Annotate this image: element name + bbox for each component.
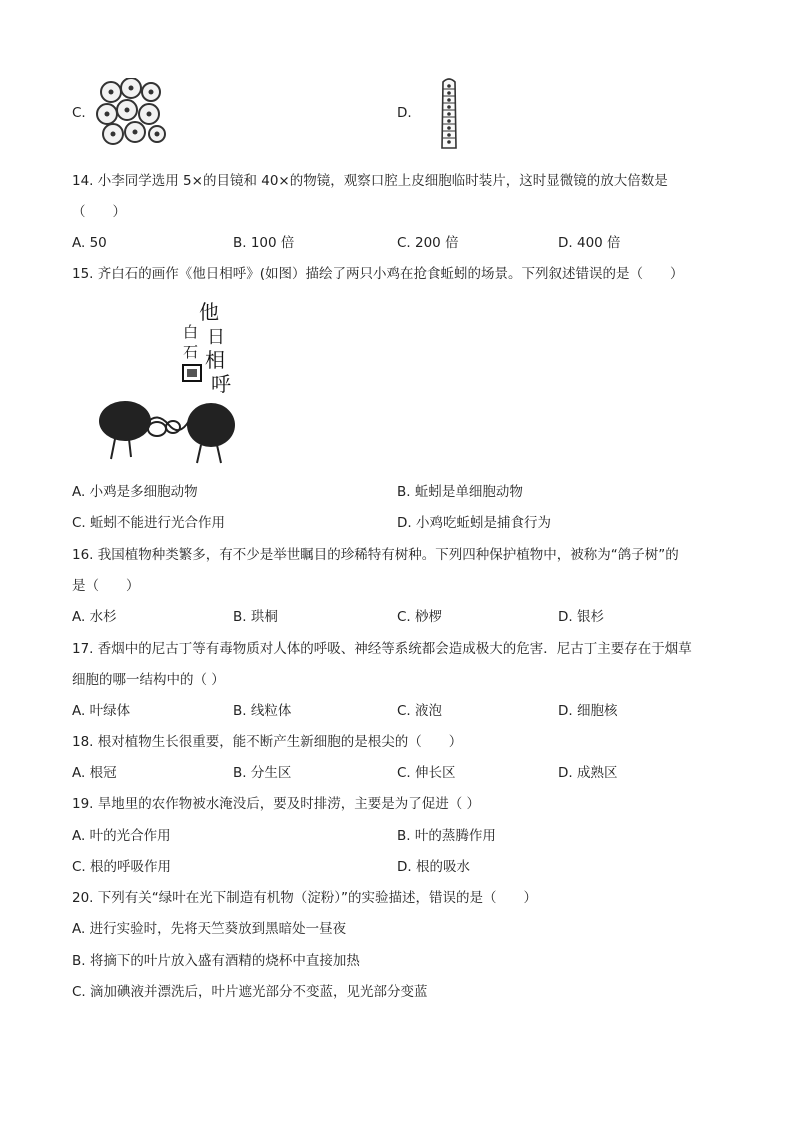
q18-option-c: C. 伸长区 <box>397 765 456 781</box>
q15-painting-char-ri: 日 <box>207 327 225 348</box>
q18-option-b: B. 分生区 <box>233 765 292 781</box>
q15-painting-char-shi: 石 <box>183 343 199 361</box>
q16-option-c: C. 桫椤 <box>397 609 443 625</box>
q16-stem-line2: 是（ ） <box>72 578 140 594</box>
q17-option-d: D. 细胞核 <box>558 703 618 719</box>
q14-stem-line1: 14. 小李同学选用 5×的目镜和 40×的物镜，观察口腔上皮细胞临时装片，这时显微镜的放大倍数是 <box>72 173 668 189</box>
q14-option-d: D. 400 倍 <box>558 235 621 251</box>
q16-stem-line1: 16. 我国植物种类繁多，有不少是举世瞩目的珍稀特有树种。下列四种保护植物中，被称为“鸽子树”的 <box>72 547 679 563</box>
q19-option-b: B. 叶的蒸腾作用 <box>397 828 496 844</box>
q15-chick-right <box>187 403 235 447</box>
q15-painting-char-ta: 他 <box>199 300 219 324</box>
q16-option-b: B. 珙桐 <box>233 609 278 625</box>
q14-stem-line2: （ ） <box>72 204 126 220</box>
q18-stem: 18. 根对植物生长很重要，能不断产生新细胞的是根尖的（ ） <box>72 734 463 750</box>
q15-painting-char-bai: 白 <box>183 323 199 341</box>
q15-option-b: B. 蚯蚓是单细胞动物 <box>397 484 523 500</box>
q20-option-c: C. 滴加碘液并漂洗后，叶片遮光部分不变蓝，见光部分变蓝 <box>72 984 428 1000</box>
q13-option-c-cells-figure <box>93 78 173 148</box>
q13-option-d-label: D. <box>397 105 412 121</box>
q14-option-a: A. 50 <box>72 235 107 251</box>
q18-option-d: D. 成熟区 <box>558 765 618 781</box>
q15-option-a: A. 小鸡是多细胞动物 <box>72 484 198 500</box>
q19-stem: 19. 旱地里的农作物被水淹没后，要及时排涝，主要是为了促进（ ） <box>72 796 481 812</box>
q19-option-a: A. 叶的光合作用 <box>72 828 171 844</box>
q19-option-d: D. 根的吸水 <box>397 859 470 875</box>
q14-option-c: C. 200 倍 <box>397 235 459 251</box>
q17-stem-line2: 细胞的哪一结构中的（ ） <box>72 672 225 688</box>
q20-option-a: A. 进行实验时，先将天竺葵放到黑暗处一昼夜 <box>72 921 347 937</box>
q15-painting-figure <box>93 293 271 475</box>
q16-option-a: A. 水杉 <box>72 609 117 625</box>
q17-option-b: B. 线粒体 <box>233 703 292 719</box>
q17-option-c: C. 液泡 <box>397 703 443 719</box>
q14-option-b: B. 100 倍 <box>233 235 295 251</box>
q13-option-c-label: C. <box>72 105 86 121</box>
q15-stem: 15. 齐白石的画作《他日相呼》(如图）描绘了两只小鸡在抢食蚯蚓的场景。下列叙述错误的是（ ） <box>72 266 684 282</box>
q17-option-a: A. 叶绿体 <box>72 703 131 719</box>
q15-option-d: D. 小鸡吃蚯蚓是捕食行为 <box>397 515 551 531</box>
q16-option-d: D. 银杉 <box>558 609 604 625</box>
q15-option-c: C. 蚯蚓不能进行光合作用 <box>72 515 226 531</box>
q13-option-d-cell-column-figure <box>434 76 464 152</box>
q15-painting-char-xiang: 相 <box>205 348 225 372</box>
q20-option-b: B. 将摘下的叶片放入盛有酒精的烧杯中直接加热 <box>72 953 360 969</box>
q15-painting-char-hu: 呼 <box>211 372 231 396</box>
q17-stem-line1: 17. 香烟中的尼古丁等有毒物质对人体的呼吸、神经等系统都会造成极大的危害．尼古丁主要存在于烟草 <box>72 641 692 657</box>
q20-stem: 20. 下列有关“绿叶在光下制造有机物（淀粉）”的实验描述，错误的是（ ） <box>72 890 537 906</box>
q18-option-a: A. 根冠 <box>72 765 117 781</box>
q19-option-c: C. 根的呼吸作用 <box>72 859 172 875</box>
q15-chick-left <box>99 401 151 441</box>
